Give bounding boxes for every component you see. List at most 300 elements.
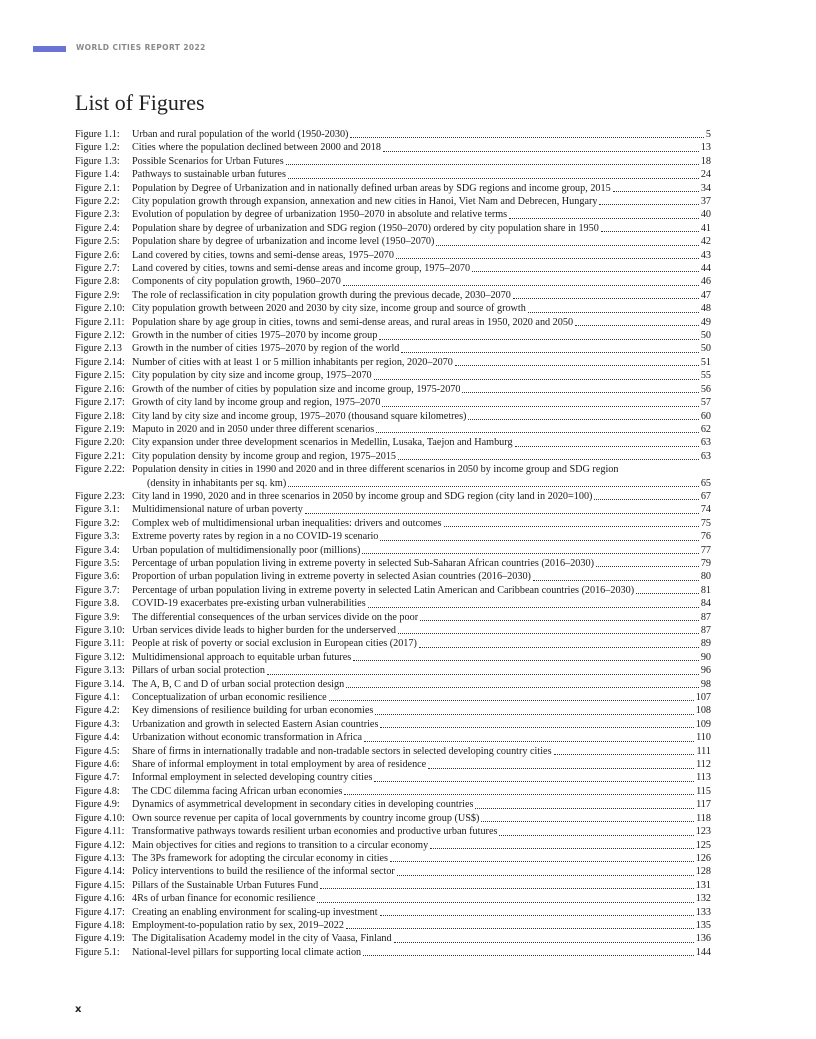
page-ref: 80 (700, 571, 711, 583)
figure-number: Figure 4.8: (75, 785, 120, 797)
page-ref: 118 (696, 812, 711, 824)
figure-number: Figure 2.23: (75, 490, 125, 502)
figure-title: Evolution of population by degree of urbanization 1950–2070 in absolute and relative terms (132, 209, 508, 221)
figure-title: Urbanization without economic transformation in Africa (132, 732, 362, 744)
dot-leader (513, 298, 699, 299)
figure-number: Figure 3.3: (75, 531, 120, 543)
figure-title: Cities where the population declined between 2000 and 2018 (132, 142, 381, 154)
list-item[interactable] (75, 141, 711, 154)
page-ref: 144 (695, 946, 711, 958)
figure-number: Figure 2.3: (75, 209, 120, 221)
figure-title: Employment-to-population ratio by sex, 2019–2022 (132, 919, 344, 931)
list-item[interactable] (75, 906, 711, 919)
page-ref: 46 (700, 276, 711, 288)
figure-title: Growth in the number of cities 1975–2070 by income group (132, 330, 378, 342)
dot-leader (462, 392, 698, 393)
list-item[interactable] (75, 584, 711, 597)
figure-title: City land in 1990, 2020 and in three scenarios in 2050 by income group and SDG region (city land in 2020=100) (132, 490, 593, 502)
figure-title: The A, B, C and D of urban social protection design (132, 678, 345, 690)
page-ref: 60 (700, 410, 711, 422)
header-accent-bar (33, 46, 66, 52)
figure-title: Main objectives for cities and regions to transition to a circular economy (132, 839, 429, 851)
page-ref: 50 (700, 343, 711, 355)
dot-leader (468, 419, 698, 420)
page-ref: 126 (695, 852, 711, 864)
figure-number: Figure 4.4: (75, 732, 120, 744)
list-item[interactable] (75, 530, 711, 543)
page-ref: 63 (700, 437, 711, 449)
dot-leader (499, 835, 693, 836)
page-ref: 65 (700, 477, 711, 489)
page-ref: 44 (700, 263, 711, 275)
list-item[interactable] (75, 463, 711, 490)
page-ref: 77 (700, 544, 711, 556)
list-item[interactable] (75, 128, 711, 141)
list-item[interactable] (75, 772, 711, 785)
figure-title: Land covered by cities, towns and semi-dense areas, 1975–2070 (132, 249, 394, 261)
page-ref: 128 (695, 866, 711, 878)
list-item[interactable] (75, 182, 711, 195)
figure-number: Figure 5.1: (75, 946, 120, 958)
dot-leader (528, 312, 699, 313)
figure-number: Figure 3.5: (75, 557, 120, 569)
page-ref: 57 (700, 397, 711, 409)
figure-number: Figure 1.1: (75, 128, 120, 140)
list-item[interactable] (75, 517, 711, 530)
list-item[interactable] (75, 235, 711, 248)
list-item[interactable] (75, 302, 711, 315)
list-item[interactable] (75, 249, 711, 262)
figure-number: Figure 3.14. (75, 678, 125, 690)
list-item[interactable] (75, 544, 711, 557)
dot-leader (601, 231, 699, 232)
figure-number: Figure 3.4: (75, 544, 120, 556)
list-item[interactable] (75, 704, 711, 717)
figure-number: Figure 4.16: (75, 893, 125, 905)
list-item[interactable] (75, 410, 711, 423)
figure-number: Figure 2.13 (75, 343, 122, 355)
list-item[interactable] (75, 932, 711, 945)
dot-leader (401, 352, 698, 353)
list-item[interactable] (75, 691, 711, 704)
figure-number: Figure 3.10: (75, 625, 125, 637)
figure-title: The differential consequences of the urban services divide on the poor (132, 611, 419, 623)
list-item[interactable] (75, 718, 711, 731)
figure-number: Figure 4.15: (75, 879, 125, 891)
page-number: x (75, 1004, 82, 1015)
figure-number: Figure 4.1: (75, 692, 120, 704)
list-item[interactable] (75, 678, 711, 691)
dot-leader (379, 339, 699, 340)
figure-number: Figure 4.3: (75, 718, 120, 730)
figure-number: Figure 2.6: (75, 249, 120, 261)
figure-number: Figure 2.16: (75, 383, 125, 395)
list-item[interactable] (75, 557, 711, 570)
figure-title: Policy interventions to build the resilience of the informal sector (132, 866, 395, 878)
dot-leader (380, 540, 698, 541)
figure-number: Figure 4.14: (75, 866, 125, 878)
dot-leader (455, 365, 699, 366)
figure-number: Figure 2.1: (75, 182, 120, 194)
list-item[interactable] (75, 825, 711, 838)
list-item[interactable] (75, 356, 711, 369)
dot-leader (286, 164, 699, 165)
dot-leader (344, 794, 694, 795)
figure-number: Figure 4.10: (75, 812, 125, 824)
list-item[interactable] (75, 383, 711, 396)
figure-title: City land by city size and income group, 1975–2070 (thousand square kilometres) (132, 410, 467, 422)
dot-leader (362, 553, 698, 554)
list-item[interactable] (75, 812, 711, 825)
page-ref: 51 (700, 356, 711, 368)
list-item[interactable] (75, 289, 711, 302)
figure-title: Share of firms in internationally tradable and non-tradable sectors in selected developing country cities (132, 745, 552, 757)
figure-number: Figure 1.3: (75, 155, 120, 167)
dot-leader (380, 727, 693, 728)
figure-title: Percentage of urban population living in extreme poverty in selected Latin American and Caribbean countries (2016–2030) (132, 584, 635, 596)
dot-leader (398, 633, 699, 634)
page-ref: 133 (695, 906, 711, 918)
figure-number: Figure 4.11: (75, 826, 125, 838)
list-item[interactable] (75, 503, 711, 516)
figure-number: Figure 2.10: (75, 303, 125, 315)
dot-leader (613, 191, 699, 192)
figure-number: Figure 2.21: (75, 450, 125, 462)
list-item[interactable] (75, 329, 711, 342)
page-ref: 76 (700, 531, 711, 543)
figure-title: Population by Degree of Urbanization and in nationally defined urban areas by SDG regions and income group, 2015 (132, 182, 611, 194)
list-item[interactable] (75, 879, 711, 892)
dot-leader (472, 271, 699, 272)
dot-leader (398, 459, 699, 460)
page-ref: 115 (696, 785, 711, 797)
page-ref: 123 (695, 826, 711, 838)
list-item[interactable] (75, 919, 711, 932)
list-item[interactable] (75, 316, 711, 329)
dot-leader (380, 915, 694, 916)
figure-title: Growth of city land by income group and region, 1975–2070 (132, 397, 381, 409)
dot-leader (305, 513, 699, 514)
figure-title: City population growth between 2020 and 2030 by city size, income group and source of growth (132, 303, 526, 315)
figure-title: Extreme poverty rates by region in a no COVID-19 scenario (132, 531, 379, 543)
list-item[interactable] (75, 852, 711, 865)
list-item[interactable] (75, 343, 711, 356)
figure-title: Conceptualization of urban economic resilience (132, 692, 327, 704)
page-ref: 90 (700, 651, 711, 663)
figure-number: Figure 2.7: (75, 263, 120, 275)
page-ref: 117 (696, 799, 711, 811)
figure-title: Share of informal employment in total employment by area of residence (132, 759, 427, 771)
figure-number: Figure 1.4: (75, 169, 120, 181)
dot-leader (533, 580, 699, 581)
figure-number: Figure 3.13: (75, 665, 125, 677)
dot-leader (636, 593, 699, 594)
list-item[interactable] (75, 275, 711, 288)
figure-title: Transformative pathways towards resilient urban economies and productive urban futures (132, 826, 498, 838)
figure-number: Figure 2.12: (75, 330, 125, 342)
page-ref: 110 (696, 732, 711, 744)
figure-title: Number of cities with at least 1 or 5 million inhabitants per region, 2020–2070 (132, 356, 453, 368)
list-item[interactable] (75, 651, 711, 664)
page-ref: 87 (700, 625, 711, 637)
list-item[interactable] (75, 785, 711, 798)
figure-title: Proportion of urban population living in extreme poverty in selected Asian countries (2016–2030) (132, 571, 531, 583)
page-ref: 63 (700, 450, 711, 462)
page-ref: 111 (696, 745, 711, 757)
page-ref: 62 (700, 423, 711, 435)
figure-title: 4Rs of urban finance for economic resilience (132, 893, 316, 905)
figure-title: Land covered by cities, towns and semi-dense areas and income group, 1975–2070 (132, 263, 471, 275)
list-item[interactable] (75, 798, 711, 811)
figure-number: Figure 3.11: (75, 638, 125, 650)
figure-title: Complex web of multidimensional urban inequalities: drivers and outcomes (132, 517, 442, 529)
figure-number: Figure 2.5: (75, 236, 120, 248)
page-ref: 49 (700, 316, 711, 328)
page-ref: 98 (700, 678, 711, 690)
list-item[interactable] (75, 436, 711, 449)
page-ref: 34 (700, 182, 711, 194)
list-item[interactable] (75, 222, 711, 235)
list-item[interactable] (75, 946, 711, 959)
page-ref: 96 (700, 665, 711, 677)
figure-number: Figure 3.9: (75, 611, 120, 623)
dot-leader (288, 486, 699, 487)
figure-title: Population share by degree of urbanization and SDG region (1950–2070) ordered by city population share in 1950 (132, 222, 599, 234)
figure-number: Figure 2.8: (75, 276, 120, 288)
figure-title: Possible Scenarios for Urban Futures (132, 155, 284, 167)
list-item[interactable] (75, 195, 711, 208)
page-ref: 108 (695, 705, 711, 717)
page-ref: 87 (700, 611, 711, 623)
figure-title: Population share by degree of urbanization and income level (1950–2070) (132, 236, 435, 248)
dot-leader (436, 245, 698, 246)
list-item[interactable] (75, 745, 711, 758)
page-ref: 109 (695, 718, 711, 730)
list-item[interactable] (75, 262, 711, 275)
figure-title: The role of reclassification in city population growth during the previous decade, 2030–2070 (132, 289, 511, 301)
dot-leader (599, 204, 698, 205)
list-item-line (75, 477, 711, 490)
page-ref: 125 (695, 839, 711, 851)
page-ref: 89 (700, 638, 711, 650)
list-item[interactable] (75, 731, 711, 744)
page-ref: 132 (695, 893, 711, 905)
dot-leader (594, 499, 698, 500)
figure-number: Figure 2.20: (75, 437, 125, 449)
list-item[interactable] (75, 664, 711, 677)
page-ref: 50 (700, 330, 711, 342)
figure-number: Figure 4.6: (75, 759, 120, 771)
list-item[interactable] (75, 155, 711, 168)
page-ref: 42 (700, 236, 711, 248)
page-ref: 43 (700, 249, 711, 261)
figure-number: Figure 2.18: (75, 410, 125, 422)
figure-number: Figure 2.14: (75, 356, 125, 368)
figure-title: City population by city size and income group, 1975–2070 (132, 370, 372, 382)
figure-title: Components of city population growth, 1960–2070 (132, 276, 341, 288)
dot-leader (329, 700, 694, 701)
dot-leader (346, 928, 694, 929)
figure-title: Population density in cities in 1990 and 2020 and in three different scenarios in 2050 by income group and SDG region (132, 464, 619, 476)
page-ref: 136 (695, 933, 711, 945)
figure-number: Figure 4.18: (75, 919, 125, 931)
page-ref: 67 (700, 490, 711, 502)
page-ref: 13 (700, 142, 711, 154)
figure-title: Key dimensions of resilience building for urban economies (132, 705, 374, 717)
figure-title: Multidimensional nature of urban poverty (132, 504, 303, 516)
page-ref: 56 (700, 383, 711, 395)
list-item[interactable] (75, 892, 711, 905)
dot-leader (317, 902, 693, 903)
figure-title: Pillars of urban social protection (132, 665, 265, 677)
page-ref: 40 (700, 209, 711, 221)
dot-leader (375, 714, 693, 715)
running-header: WORLD CITIES REPORT 2022 (76, 43, 206, 52)
figure-number: Figure 2.11: (75, 316, 125, 328)
page-ref: 37 (700, 196, 711, 208)
figure-number: Figure 3.6: (75, 571, 120, 583)
figure-number: Figure 2.19: (75, 423, 125, 435)
list-item[interactable] (75, 637, 711, 650)
figure-number: Figure 3.12: (75, 651, 125, 663)
figure-title: Dynamics of asymmetrical development in secondary cities in developing countries (132, 799, 474, 811)
dot-leader (509, 218, 699, 219)
dot-leader (382, 406, 698, 407)
figure-title: Urban population of multidimensionally poor (millions) (132, 544, 361, 556)
dot-leader (419, 647, 699, 648)
dot-leader (346, 687, 699, 688)
list-item[interactable] (75, 208, 711, 221)
dot-leader (481, 821, 694, 822)
dot-leader (430, 848, 694, 849)
figure-list (75, 128, 711, 959)
list-item[interactable] (75, 839, 711, 852)
list-item[interactable] (75, 490, 711, 503)
figure-title: National-level pillars for supporting local climate action (132, 946, 362, 958)
figure-title: Creating an enabling environment for scaling-up investment (132, 906, 378, 918)
dot-leader (267, 674, 699, 675)
dot-leader (353, 660, 699, 661)
figure-number: Figure 3.8. (75, 598, 120, 610)
figure-title: Urban and rural population of the world (1950-2030) (132, 128, 349, 140)
page-ref: 24 (700, 169, 711, 181)
figure-number: Figure 1.2: (75, 142, 120, 154)
figure-title: City population growth through expansion, annexation and new cities in Hanoi, Viet Nam and Debrecen, Hungary (132, 196, 598, 208)
list-item[interactable] (75, 369, 711, 382)
dot-leader (390, 861, 694, 862)
dot-leader (383, 151, 699, 152)
figure-title: Growth in the number of cities 1975–2070 by region of the world (132, 343, 400, 355)
list-item[interactable] (75, 611, 711, 624)
page-ref: 47 (700, 289, 711, 301)
page-ref: 107 (695, 692, 711, 704)
page-ref: 113 (696, 772, 711, 784)
page-ref: 48 (700, 303, 711, 315)
figure-title: Pillars of the Sustainable Urban Futures Fund (132, 879, 319, 891)
figure-number: Figure 3.7: (75, 584, 120, 596)
dot-leader (396, 258, 699, 259)
figure-number: Figure 3.2: (75, 517, 120, 529)
page-ref: 74 (700, 504, 711, 516)
figure-title: Multidimensional approach to equitable urban futures (132, 651, 352, 663)
dot-leader (288, 178, 699, 179)
dot-leader (420, 620, 699, 621)
figure-number: Figure 2.4: (75, 222, 120, 234)
figure-title: City population density by income group and region, 1975–2015 (132, 450, 396, 462)
dot-leader (394, 942, 694, 943)
figure-title: Population share by age group in cities, towns and semi-dense areas, and rural areas in 1950, 2020 and 2050 (132, 316, 574, 328)
list-item[interactable] (75, 423, 711, 436)
list-item[interactable] (75, 570, 711, 583)
page-ref: 131 (695, 879, 711, 891)
figure-title: Urbanization and growth in selected Eastern Asian countries (132, 718, 379, 730)
figure-number: Figure 3.1: (75, 504, 120, 516)
page-ref: 41 (700, 222, 711, 234)
dot-leader (428, 768, 694, 769)
figure-title: People at risk of poverty or social exclusion in European cities (2017) (132, 638, 417, 650)
figure-title: Urban services divide leads to higher burden for the underserved (132, 625, 396, 637)
dot-leader (364, 741, 694, 742)
figure-number: Figure 2.9: (75, 289, 120, 301)
list-item[interactable] (75, 624, 711, 637)
dot-leader (554, 754, 695, 755)
figure-title-continued: (density in inhabitants per sq. km) (147, 477, 287, 489)
figure-number: Figure 4.9: (75, 799, 120, 811)
dot-leader (368, 607, 699, 608)
dot-leader (350, 137, 703, 138)
page-ref: 5 (705, 128, 711, 140)
figure-title: Maputo in 2020 and in 2050 under three different scenarios (132, 423, 375, 435)
page-ref: 75 (700, 517, 711, 529)
figure-number: Figure 2.2: (75, 196, 120, 208)
figure-number: Figure 4.13: (75, 852, 125, 864)
figure-title: City expansion under three development scenarios in Medellin, Lusaka, Taejon and Hamburg (132, 437, 513, 449)
dot-leader (596, 566, 699, 567)
dot-leader (515, 446, 699, 447)
figure-number: Figure 2.17: (75, 397, 125, 409)
figure-title: Percentage of urban population living in extreme poverty in selected Sub-Saharan African countries (2016–2030) (132, 557, 594, 569)
list-item[interactable] (75, 597, 711, 610)
dot-leader (475, 808, 694, 809)
page-ref: 112 (696, 759, 711, 771)
figure-title: The 3Ps framework for adopting the circular economy in cities (132, 852, 389, 864)
dot-leader (363, 955, 694, 956)
list-item[interactable] (75, 758, 711, 771)
figure-title: The CDC dilemma facing African urban economies (132, 785, 343, 797)
list-item[interactable] (75, 865, 711, 878)
dot-leader (397, 875, 694, 876)
figure-number: Figure 4.2: (75, 705, 120, 717)
list-item[interactable] (75, 168, 711, 181)
page-ref: 79 (700, 557, 711, 569)
dot-leader (575, 325, 699, 326)
dot-leader (444, 526, 699, 527)
figure-title: Informal employment in selected developing country cities (132, 772, 373, 784)
figure-number: Figure 4.12: (75, 839, 125, 851)
figure-number: Figure 2.15: (75, 370, 125, 382)
dot-leader (343, 285, 699, 286)
figure-number: Figure 4.7: (75, 772, 120, 784)
figure-title: The Digitalisation Academy model in the city of Vaasa, Finland (132, 933, 392, 945)
list-item[interactable] (75, 396, 711, 409)
dot-leader (374, 379, 699, 380)
page-ref: 135 (695, 919, 711, 931)
figure-title: COVID-19 exacerbates pre-existing urban vulnerabilities (132, 598, 366, 610)
page-ref: 81 (700, 584, 711, 596)
list-item[interactable] (75, 450, 711, 463)
figure-number: Figure 4.5: (75, 745, 120, 757)
dot-leader (374, 781, 694, 782)
